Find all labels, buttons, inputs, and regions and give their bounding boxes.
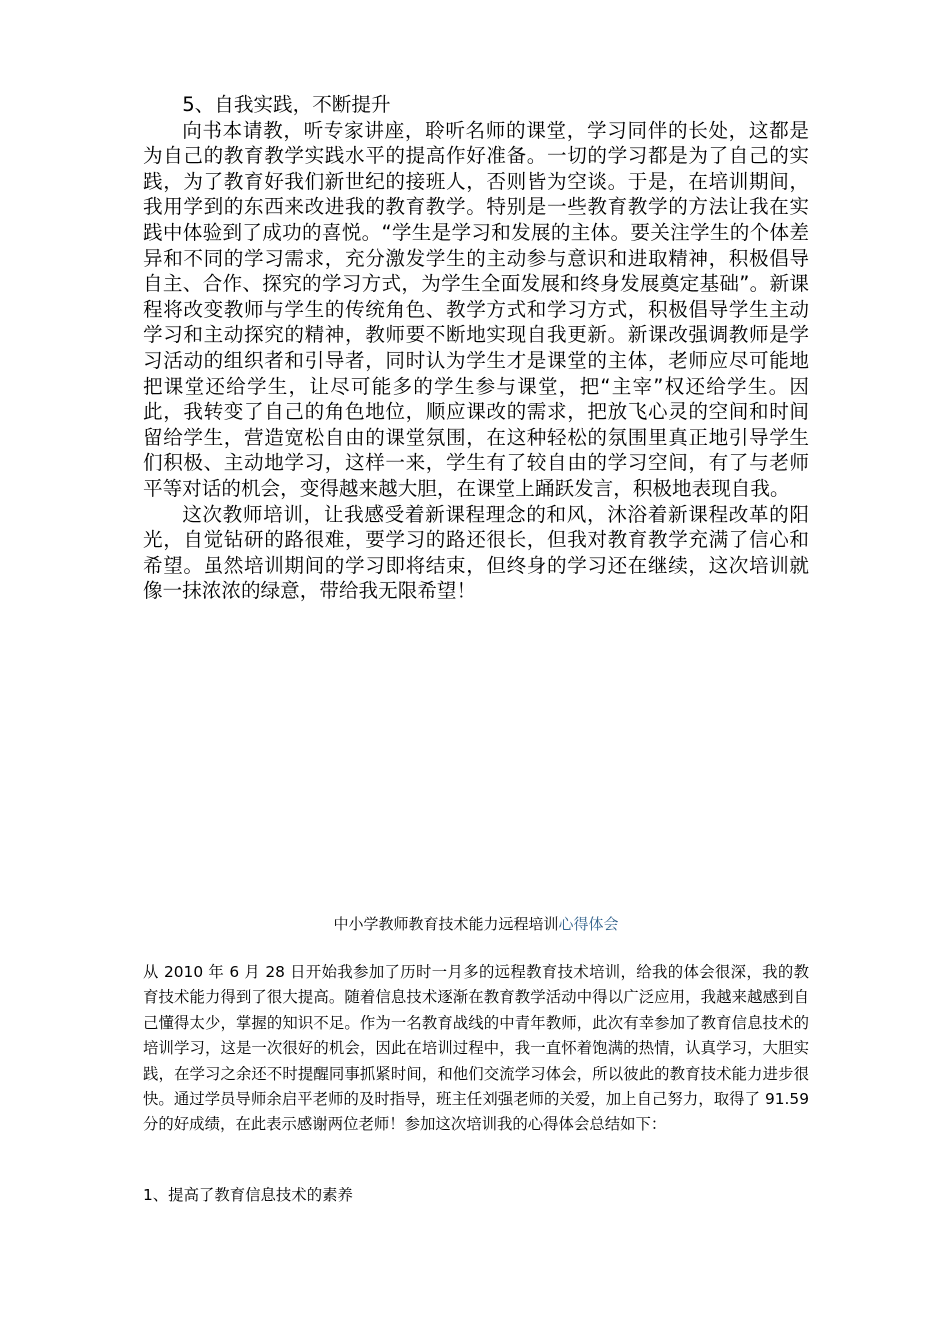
body-paragraph-1: 向书本请教，听专家讲座，聆听名师的课堂，学习同伴的长处，这都是为自己的教育教学实践水平的提高作好准备。一切的学习都是为了自己的实践，为了教育好我们新世纪的接班人，否则皆为空谈。于是，在培训期间，我用学到的东西来改进我的教育教学。特别是一些教育教学的方法让我在实践中体验到了成功的喜悦。“学生是学习和发展的主体。要关注学生的个体差异和不同的学习需求，充分激发学生的主动参与意识和进取精神，积极倡导自主、合作、探究的学习方式，为学生全面发展和终身发展奠定基础”。新课程将改变教师与学生的传统角色、教学方式和学习方式，积极倡导学生主动学习和主动探究的精神，教师要不断地实现自我更新。新课改强调教师是学习活动的组织者和引导者，同时认为学生才是课堂的主体，老师应尽可能地把课堂还给学生，让尽可能多的学生参与课堂，把“主宰”权还给学生。因此，我转变了自己的角色地位，顺应课改的需求，把放飞心灵的空间和时间留给学生，营造宽松自由的课堂氛围，在这种轻松的氛围里真正地引导学生们积极、主动地学习，这样一来，学生有了较自由的学习空间，有了与老师平等对话的机会，变得越来越大胆，在课堂上踊跃发言，积极地表现自我。 (143, 118, 809, 500)
document-title (143, 913, 809, 935)
intro-section (143, 960, 809, 1138)
essay-section-self-practice (143, 92, 809, 604)
intro-paragraph: 从 2010 年 6 月 28 日开始我参加了历时一月多的远程教育技术培训，给我的体会很深，我的教育技术能力得到了很大提高。随着信息技术逐渐在教育教学活动中得以广泛应用，我越来越感到自己懂得太少，掌握的知识不足。作为一名教育战线的中青年教师，此次有幸参加了教育信息技术的培训学习，这是一次很好的机会，因此在培训过程中，我一直怀着饱满的热情，认真学习，大胆实践，在学习之余还不时提醒同事抓紧时间，和他们交流学习体会，所以彼此的教育技术能力进步很快。通过学员导师余启平老师的及时指导，班主任刘强老师的关爱，加上自己努力，取得了 91.59 分的好成绩，在此表示感谢两位老师！参加这次培训我的心得体会总结如下： (143, 963, 809, 1134)
body-paragraph-2: 这次教师培训，让我感受着新课程理念的和风，沐浴着新课程改革的阳光，自觉钻研的路很难，要学习的路还很长，但我对教育教学充满了信心和希望。虽然培训期间的学习即将结束，但终身的学习还在继续，这次培训就像一抹浓浓的绿意，带给我无限希望！ (143, 502, 809, 603)
title-main-text: 中小学教师教育技术能力远程培训 (333, 915, 559, 933)
title-accent-text: 心得体会 (558, 915, 619, 933)
numbered-heading: 1、提高了教育信息技术的素养 (143, 1186, 353, 1204)
section-heading: 5、自我实践，不断提升 (182, 93, 391, 116)
